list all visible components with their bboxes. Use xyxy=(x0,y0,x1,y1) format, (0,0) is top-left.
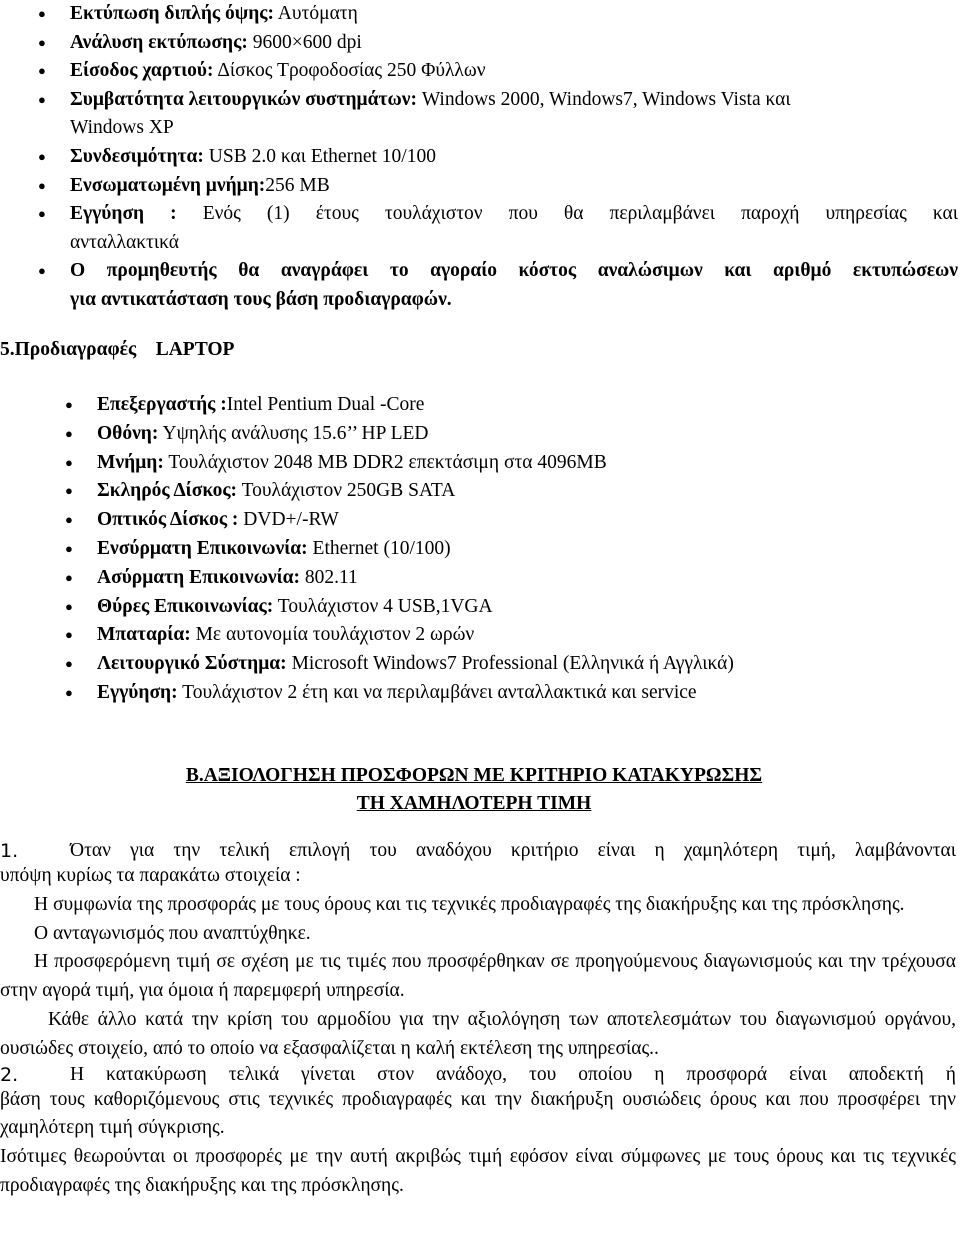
bullet-icon: ● xyxy=(65,483,73,499)
spec-paper-input: ● Είσοδος χαρτιού: Δίσκος Τροφοδοσίας 250 Φύλλων xyxy=(0,57,960,86)
bullet-icon: ● xyxy=(38,63,46,79)
laptop-spec-item: ● Ασύρματη Επικοινωνία: 802.11 xyxy=(0,564,960,593)
laptop-spec-item: ● Επεξεργαστής :Intel Pentium Dual -Core xyxy=(0,391,960,420)
bullet-icon: ● xyxy=(65,454,73,470)
bullet-icon: ● xyxy=(65,540,73,556)
spec-duplex: ● Εκτύπωση διπλής όψης: Αυτόματη xyxy=(0,0,960,29)
bullet-icon: ● xyxy=(38,34,46,50)
criterion: Η συμφωνία της προσφοράς με τους όρους και τις τεχνικές προδιαγραφές της διακήρυξης και της πρόσκλησης. xyxy=(34,893,905,915)
spec-os-compatibility: ● Συμβατότητα λειτουργικών συστημάτων: Windows 2000, Windows7, Windows Vista και Windows XP xyxy=(0,86,960,143)
bullet-icon: ● xyxy=(65,627,73,643)
bullet-icon: ● xyxy=(38,6,46,21)
laptop-spec-item: ● Μνήμη: Τουλάχιστον 2048 MB DDR2 επεκτάσιμη στα 4096MB xyxy=(0,449,960,478)
printer-spec-list xyxy=(0,0,960,315)
spec-memory: ● Ενσωματωμένη μνήμη:256 MB xyxy=(0,172,960,201)
section-b-heading: Β.ΑΞΙΟΛΟΓΗΣΗ ΠΡΟΣΦΟΡΩΝ ΜΕ ΚΡΙΤΗΡΙΟ ΚΑΤΑΚΥΡΩΣΗΣ ΤΗ ΧΑΜΗΛΟΤΕΡΗ ΤΙΜΗ xyxy=(185,765,763,814)
item-2: 2. Η κατακύρωση τελικά γίνεται στον ανάδοχο, του οποίου η προσφορά είναι αποδεκτή ή xyxy=(0,1063,956,1086)
bullet-icon: ● xyxy=(38,177,46,193)
bullet-icon: ● xyxy=(38,91,46,107)
final-paragraph: Ισότιμες θεωρούνται οι προσφορές με την αυτή ακριβώς τιμή εφόσον είναι σύμφωνες με τους όρους και τις τεχνικές προδιαγραφές της διακήρυξης και της πρόσκλησης. xyxy=(0,1146,956,1196)
spec-connectivity: ● Συνδεσιμότητα: USB 2.0 και Ethernet 10/100 xyxy=(0,143,960,172)
bullet-icon: ● xyxy=(65,598,73,614)
bullet-icon: ● xyxy=(65,512,73,528)
bullet-icon: ● xyxy=(65,397,73,412)
spec-resolution: ● Ανάλυση εκτύπωσης: 9600×600 dpi xyxy=(0,29,960,58)
laptop-spec-item: ● Ενσύρματη Επικοινωνία: Ethernet (10/100) xyxy=(0,535,960,564)
bullet-icon: ● xyxy=(65,569,73,585)
bullet-icon: ● xyxy=(65,656,73,672)
laptop-spec-item: ● Οθόνη: Υψηλής ανάλυσης 15.6’’ HP LED xyxy=(0,420,960,449)
laptop-spec-item: ● Εγγύηση: Τουλάχιστον 2 έτη και να περιλαμβάνει ανταλλακτικά και service xyxy=(0,679,960,708)
laptop-spec-item: ● Οπτικός Δίσκος : DVD+/-RW xyxy=(0,506,960,535)
evaluation-text: 1. Όταν για την τελική επιλογή του αναδόχου κριτήριο είναι η χαμηλότερη τιμή, λαμβάνονται υπόψη κυρίως τα παρακάτω στοιχεία : Η συμφωνία της προσφοράς με τους όρους και τις τεχνικές προδιαγραφές της διακήρυξης και της πρόσκλησης. Ο ανταγωνισμός που αναπτύχθηκε. Η προσφερόμενη τιμή σε σχέση με τις τιμές που προσφέρθηκαν σε προηγούμενους διαγωνισμούς και την τρέχουσα στην αγορά τιμή, για όμοια ή παρεμφερή υπηρεσία. Κάθε άλλο κατά την κρίση του αρμοδίου για την αξιολόγηση των αποτελεσμάτων του διαγωνισμού οργάνου, ουσιώδες στοιχείο, από το οποίο να εξασφαλίζεται η καλή εκτέλεση της υπηρεσίας.. 2. Η κατακύρωση τελικά γίνεται στον ανάδοχο, του οποίου η προσφορά είναι αποδεκτή ή βάση τους καθοριζόμενους στις τεχνικές προδιαγραφές και την διακήρυξη ουσιώδεις όρους και που προσφέρει την χαμηλότερη τιμή σύγκρισης. Ισότιμες θεωρούνται οι προσφορές με την αυτή ακριβώς τιμή εφόσον είναι σύμφωνες με τους όρους και τις τεχνικές προδιαγραφές της διακήρυξης και της πρόσκλησης. xyxy=(0,840,956,1201)
bullet-icon: ● xyxy=(38,206,46,222)
criterion: Ο ανταγωνισμός που αναπτύχθηκε. xyxy=(34,922,311,944)
spec-warranty: ● Εγγύηση : Ενός (1) έτους τουλάχιστον που θα περιλαμβάνει παροχή υπηρεσίας και ανταλλακτικά xyxy=(0,200,960,257)
criterion: Κάθε άλλο κατά την κρίση του αρμοδίου για την αξιολόγηση των αποτελεσμάτων του διαγωνισμού οργάνου, ουσιώδες στοιχείο, από το οποίο να εξασφαλίζεται η καλή εκτέλεση της υπηρεσίας.. xyxy=(0,1008,956,1059)
laptop-spec-item: ● Μπαταρία: Με αυτονομία τουλάχιστον 2 ωρών xyxy=(0,621,960,650)
supplier-note: ● Ο προμηθευτής θα αναγράφει το αγοραίο κόστος αναλώσιμων και αριθμό εκτυπώσεων για αντικατάσταση τους βάση προδιαγραφών. xyxy=(0,257,960,314)
criterion: Η προσφερόμενη τιμή σε σχέση με τις τιμές που προσφέρθηκαν σε προηγούμενους διαγωνισμούς και την τρέχουσα στην αγορά τιμή, για όμοια ή παρεμφερή υπηρεσία. xyxy=(0,951,956,1002)
bullet-icon: ● xyxy=(38,263,46,279)
section-5-title: 5.Προδιαγραφές LAPTOP xyxy=(0,339,235,360)
laptop-spec-item: ● Λειτουργικό Σύστημα: Microsoft Windows7 Professional (Ελληνικά ή Αγγλικά) xyxy=(0,650,960,679)
item-1: 1. Όταν για την τελική επιλογή του αναδόχου κριτήριο είναι η χαμηλότερη τιμή, λαμβάνονται xyxy=(0,840,956,862)
bullet-icon: ● xyxy=(38,148,46,164)
bullet-icon: ● xyxy=(65,684,73,700)
laptop-spec-list xyxy=(0,391,960,708)
laptop-spec-item: ● Σκληρός Δίσκος: Τουλάχιστον 250GB SATA xyxy=(0,477,960,506)
bullet-icon: ● xyxy=(65,425,73,441)
laptop-spec-item: ● Θύρες Επικοινωνίας: Τουλάχιστον 4 USB,1VGA xyxy=(0,593,960,622)
